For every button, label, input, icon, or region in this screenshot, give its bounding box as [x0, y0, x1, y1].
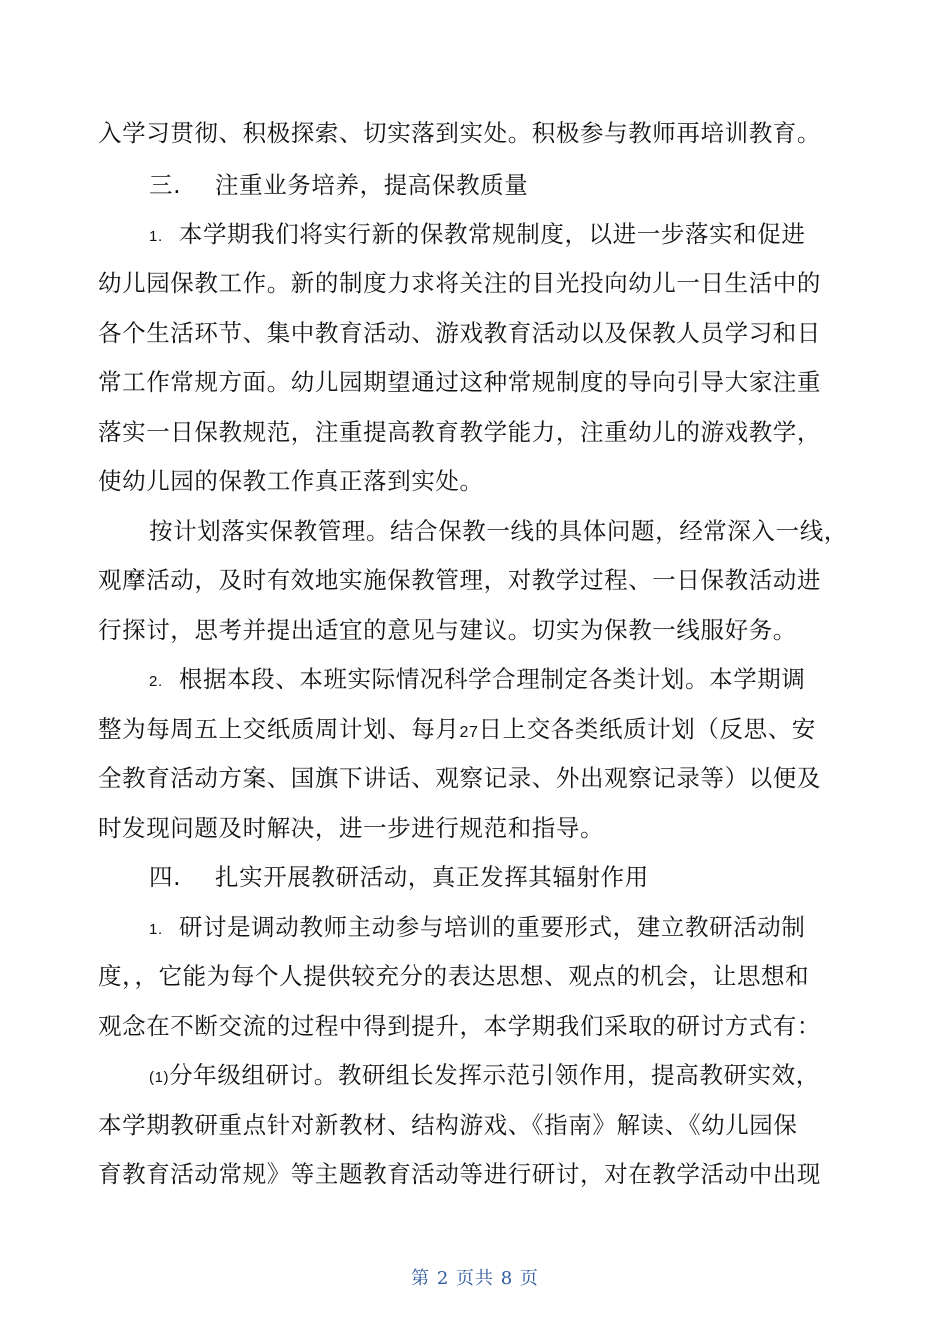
text-line: [149, 664, 805, 698]
section-number: 三.: [149, 171, 182, 199]
item-number: 1.: [149, 228, 163, 245]
text-line: 常工作常规方面。幼儿园期望通过这种常规制度的导向引导大家注重: [98, 368, 821, 396]
inline-number: 27: [459, 724, 479, 741]
text-line: 各个生活环节、集中教育活动、游戏教育活动以及保教人员学习和日: [98, 319, 821, 347]
text-line: 育教育活动常规》等主题教育活动等进行研讨，对在教学活动中出现: [98, 1160, 821, 1188]
text-line: 度，，它能为每个人提供较充分的表达思想、观点的机会，让思想和: [98, 962, 810, 990]
item-number: 1.: [149, 921, 163, 938]
text-line: 使幼儿园的保教工作真正落到实处。: [98, 467, 484, 495]
item-number: 2.: [149, 673, 163, 690]
text-line: [98, 714, 816, 748]
item-text: 根据本段、本班实际情况科学合理制定各类计划。本学期调: [178, 665, 806, 693]
text-line: [149, 1060, 820, 1094]
item-text: 分年级组研讨。教研组长发挥示范引领作用，提高教研实效，: [169, 1061, 820, 1089]
item-text: 本学期我们将实行新的保教常规制度，以进一步落实和促进: [178, 220, 806, 248]
section-title: 扎实开展教研活动，真正发挥其辐射作用: [215, 863, 649, 891]
text-line: 幼儿园保教工作。新的制度力求将关注的目光投向幼儿一日生活中的: [98, 269, 821, 297]
text-segment: 日上交各类纸质计划（反思、安: [478, 715, 816, 743]
text-line: 本学期教研重点针对新教材、结构游戏、《指南》解读、《幼儿园保: [98, 1111, 798, 1139]
text-line: 落实一日保教规范，注重提高教育教学能力，注重幼儿的游戏教学，: [98, 418, 821, 446]
text-line: 全教育活动方案、国旗下讲话、观察记录、外出观察记录等）以便及: [98, 764, 821, 792]
section-heading-4: [149, 862, 649, 892]
text-line: 观念在不断交流的过程中得到提升，本学期我们采取的研讨方式有：: [98, 1012, 821, 1040]
text-line: [149, 219, 805, 253]
item-text: 研讨是调动教师主动参与培训的重要形式，建立教研活动制: [178, 913, 806, 941]
section-title: 注重业务培养，提高保教质量: [215, 171, 529, 199]
text-line: 按计划落实保教管理。结合保教一线的具体问题，经常深入一线，: [149, 517, 848, 545]
text-line: [149, 912, 805, 946]
text-line: 入学习贯彻、积极探索、切实落到实处。积极参与教师再培训教育。: [98, 119, 821, 147]
text-segment: 整为每周五上交纸质周计划、每月: [98, 715, 460, 743]
text-line: 时发现问题及时解决，进一步进行规范和指导。: [98, 814, 605, 842]
section-number: 四.: [149, 863, 182, 891]
section-heading-3: [149, 170, 528, 200]
text-line: 行探讨，思考并提出适宜的意见与建议。切实为保教一线服好务。: [98, 616, 797, 644]
item-number: (1): [149, 1069, 170, 1086]
text-line: 观摩活动，及时有效地实施保教管理，对教学过程、一日保教活动进: [98, 566, 821, 594]
page-footer: 第 2 页共 8 页: [411, 1268, 539, 1289]
